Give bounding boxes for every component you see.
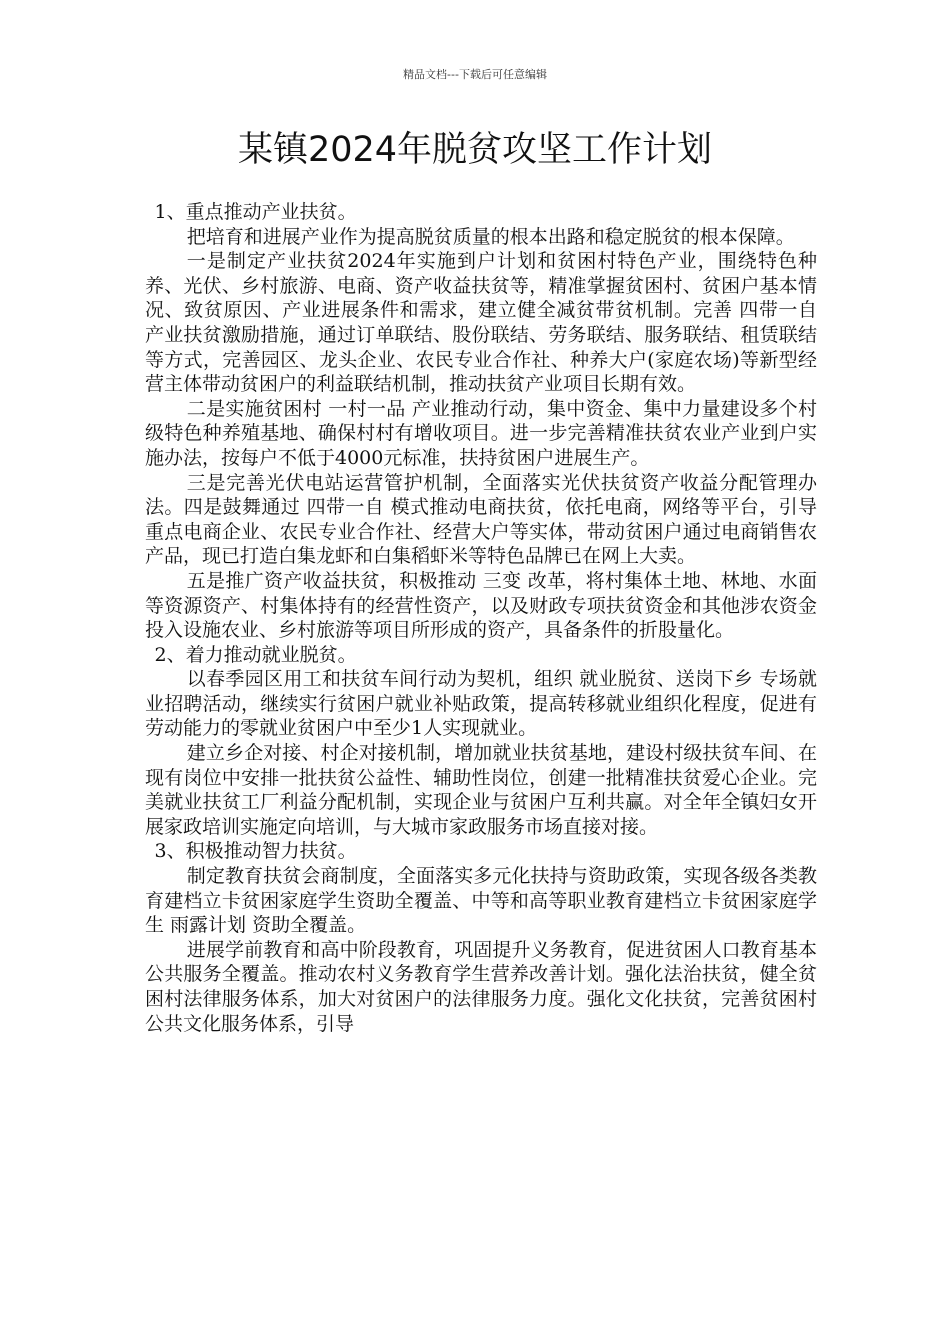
paragraph: 以春季园区用工和扶贫车间行动为契机，组织 就业脱贫、送岗下乡 专场就业招聘活动，继续实行贫困户就业补贴政策，提高转移就业组织化程度，促进有劳动能力的零就业贫困户中至少1人实现就业。 <box>145 668 817 740</box>
header-note: 精品文档---下载后可任意编辑 <box>403 68 547 81</box>
paragraph: 建立乡企对接、村企对接机制，增加就业扶贫基地，建设村级扶贫车间、在现有岗位中安排一批扶贫公益性、辅助性岗位，创建一批精准扶贫爱心企业。完美就业扶贫工厂利益分配机制，实现企业与贫困户互利共赢。对全年全镇妇女开展家政培训实施定向培训，与大城市家政服务市场直接对接。 <box>145 742 817 838</box>
document-body <box>145 200 817 1036</box>
paragraph: 把培育和进展产业作为提高脱贫质量的根本出路和稳定脱贫的根本保障。 <box>186 225 795 248</box>
paragraph: 二是实施贫困村 一村一品 产业推动行动，集中资金、集中力量建设多个村级特色种养殖基地、确保村村有增收项目。进一步完善精准扶贫农业产业到户实施办法，按每户不低于4000元标准，扶持贫困户进展生产。 <box>145 397 817 469</box>
document-title: 某镇2024年脱贫攻坚工作计划 <box>237 130 713 170</box>
paragraph: 制定教育扶贫会商制度，全面落实多元化扶持与资助政策，实现各级各类教育建档立卡贫困家庭学生资助全覆盖、中等和高等职业教育建档立卡贫困家庭学生 雨露计划 资助全覆盖。 <box>145 865 817 937</box>
section-heading: 1、重点推动产业扶贫。 <box>154 201 357 223</box>
paragraph: 三是完善光伏电站运营管护机制，全面落实光伏扶贫资产收益分配管理办法。四是鼓舞通过 四带一自 模式推动电商扶贫，依托电商，网络等平台，引导重点电商企业、农民专业合作社、经营大户等实体，带动贫困户通过电商销售农产品，现已打造白集龙虾和白集稻虾米等特色品牌已在网上大卖。 <box>145 471 817 568</box>
paragraph: 一是制定产业扶贫2024年实施到户计划和贫困村特色产业，围绕特色种养、光伏、乡村旅游、电商、资产收益扶贫等，精准掌握贫困村、贫困户基本情况、致贫原因、产业进展条件和需求，建立健全减贫带贫机制。完善 四带一自 产业扶贫激励措施，通过订单联结、股份联结、劳务联结、服务联结、租赁联结等方式，完善园区、龙头企业、农民专业合作社、种养大户(家庭农场)等新型经营主体带动贫困户的利益联结机制，推动扶贫产业项目长期有效。 <box>145 250 817 396</box>
section-heading: 2、着力推动就业脱贫。 <box>154 643 357 666</box>
paragraph: 五是推广资产收益扶贫，积极推动 三变 改革，将村集体土地、林地、水面等资源资产、村集体持有的经营性资产，以及财政专项扶贫资金和其他涉农资金投入设施农业、乡村旅游等项目所形成的资产，具备条件的折股量化。 <box>145 569 817 642</box>
section-heading: 3、积极推动智力扶贫。 <box>154 840 357 863</box>
paragraph: 进展学前教育和高中阶段教育，巩固提升义务教育，促进贫困人口教育基本公共服务全覆盖。推动农村义务教育学生营养改善计划。强化法治扶贫，健全贫困村法律服务体系，加大对贫困户的法律服务力度。强化文化扶贫，完善贫困村公共文化服务体系，引导 <box>145 938 817 1035</box>
